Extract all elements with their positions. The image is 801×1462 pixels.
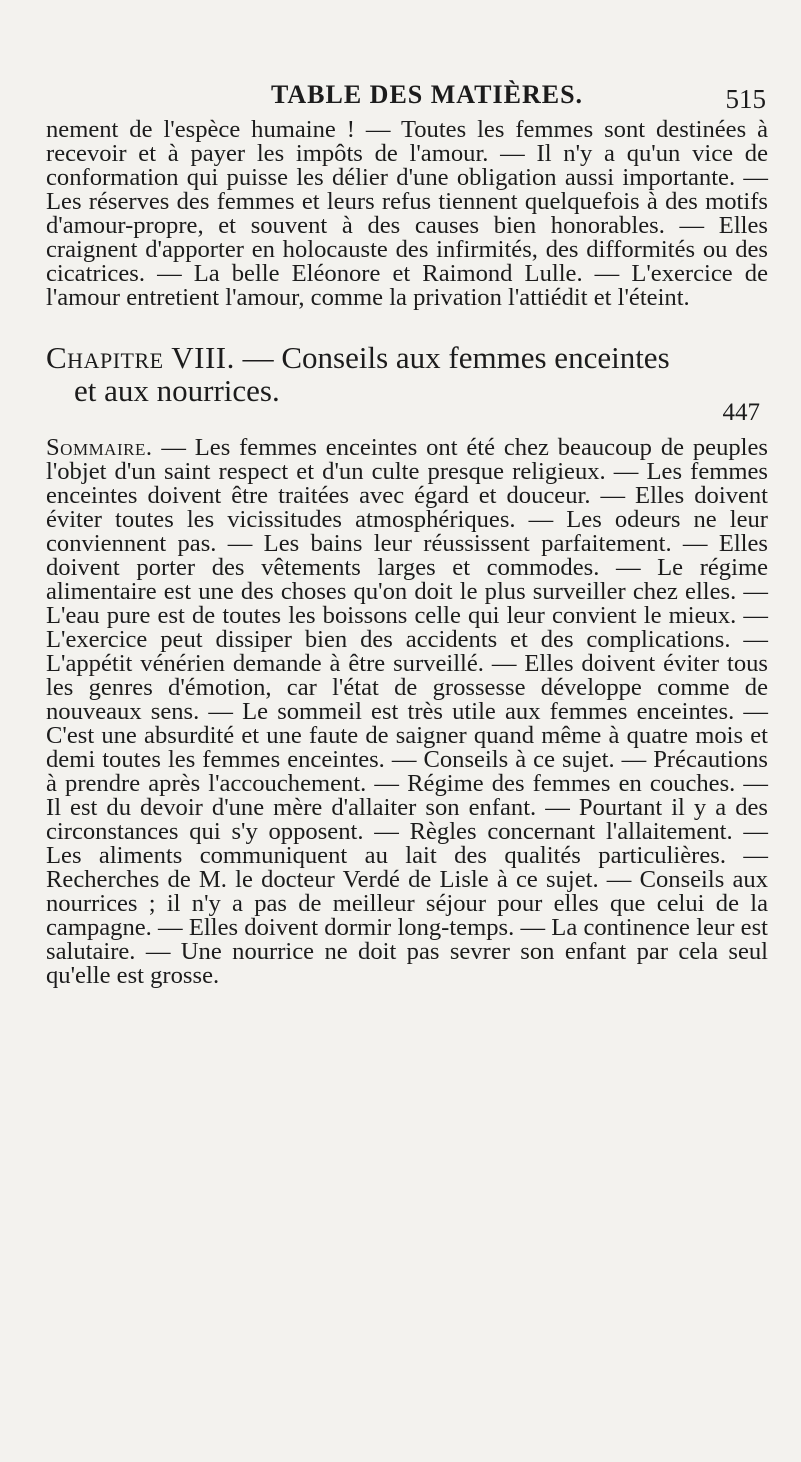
chapter-page-number: 447 bbox=[722, 399, 760, 426]
chapter-heading-line2 bbox=[46, 373, 768, 426]
chapter-heading bbox=[46, 340, 768, 426]
chapter-heading-line1 bbox=[46, 342, 768, 373]
intro-paragraph: nement de l'espèce humaine ! — Toutes les femmes sont destinées à recevoir et à payer les impôts de l'amour. — Il n'y a qu'un vice de conformation qui puisse les délier d'une obligation aussi importante. — Les réserves des femmes et leurs refus tiennent quelquefois à des motifs d'amour-propre, et souvent à des causes bien honorables. — Elles craignent d'apporter en holocauste des infirmités, des difformités ou des cicatrices. — La belle Eléonore et Raimond Lulle. — L'exercice de l'amour entretient l'amour, comme la privation l'attiédit et l'éteint. bbox=[46, 116, 768, 311]
header-title: TABLE DES MATIÈRES. bbox=[270, 80, 584, 109]
chapter-label: Chapitre VIII. bbox=[46, 340, 235, 375]
summary-paragraph bbox=[46, 436, 768, 988]
page-number: 515 bbox=[725, 84, 766, 114]
chapter-title-part1: — Conseils aux femmes enceintes bbox=[234, 340, 670, 375]
summary-text: — Les femmes enceintes ont été chez beaucoup de peuples l'objet d'un saint respect et d'un culte presque religieux. — Les femmes enceintes doivent être traitées avec égard et douceur. — Elles doivent éviter toutes les vicissitudes atmosphériques. — Les odeurs ne leur conviennent pas. — Les bains leur réussissent parfaitement. — Elles doivent porter des vêtements larges et commodes. — Le régime alimentaire est une des choses qu'on doit le plus surveiller chez elles. — L'eau pure est de toutes les boissons celle qui leur convient le mieux. — L'exercice peut dissiper bien des accidents et des complications. — L'appétit vénérien demande à être surveillé. — Elles doivent éviter tous les genres d'émotion, car l'état de grossesse développe comme de nouveaux sens. — Le sommeil est très utile aux femmes enceintes. — C'est une absurdité et une faute de saigner quand même à quatre mois et demi toutes les femmes enceintes. — Conseils à ce sujet. — Précautions à prendre après l'accouchement. — Régime des femmes en couches. — Il est du devoir d'une mère d'allaiter son enfant. — Pourtant il y a des circonstances qui s'y opposent. — Règles concernant l'allaitement. — Les aliments communiquent au lait des qualités particulières. — Recherches de M. le docteur Verdé de Lisle à ce sujet. — Conseils aux nourrices ; il n'y a pas de meilleur séjour pour elles que celui de la campagne. — Elles doivent dormir long-temps. — La continence leur est salutaire. — Une nourrice ne doit pas sevrer son enfant par cela seul qu'elle est grosse. bbox=[46, 434, 768, 989]
running-header bbox=[46, 80, 768, 124]
chapter-title-part2: et aux nourrices. bbox=[74, 373, 280, 408]
summary-label: Sommaire. bbox=[46, 434, 153, 461]
book-page bbox=[46, 80, 768, 988]
